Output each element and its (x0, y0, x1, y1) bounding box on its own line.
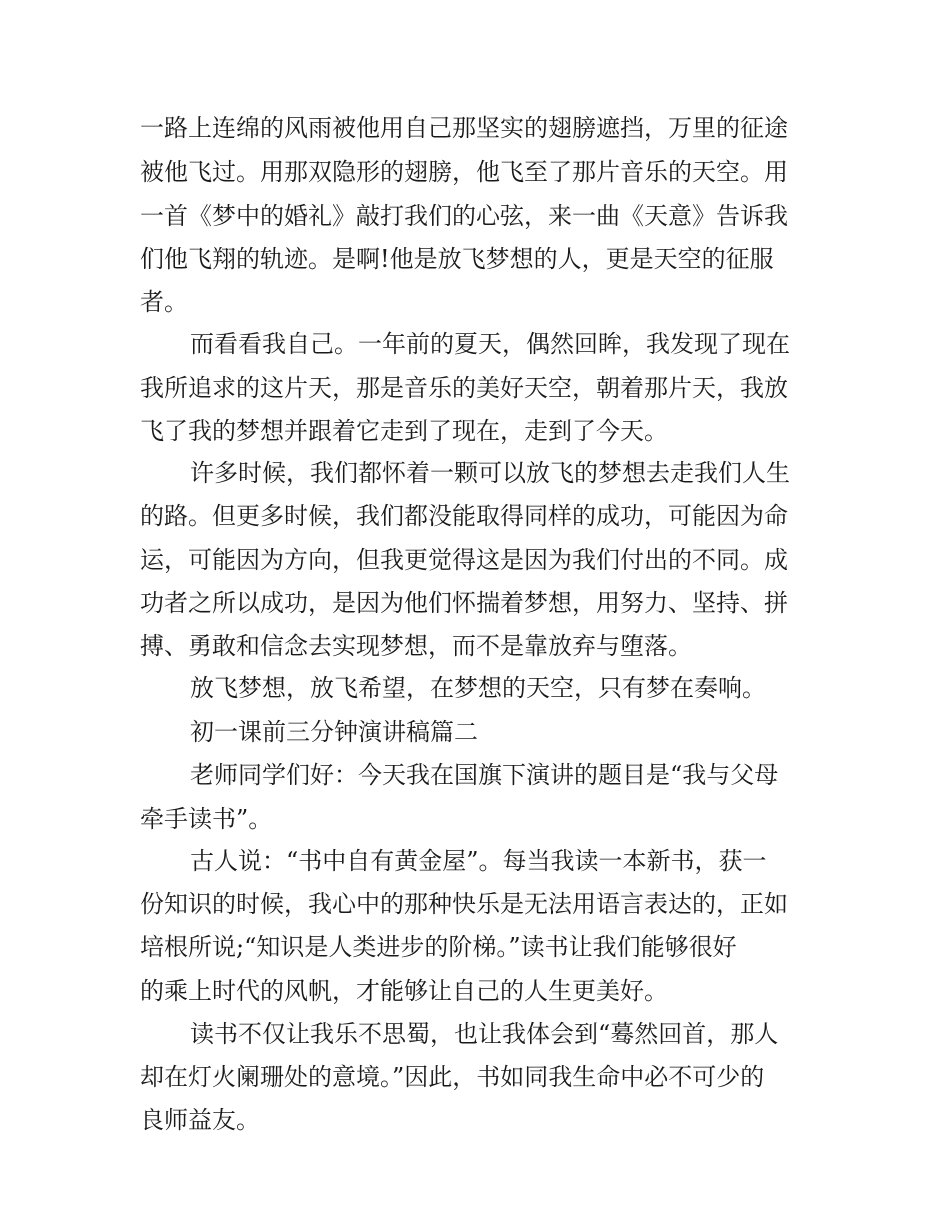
text-line: 们他飞翔的轨迹。是啊!他是放飞梦想的人，更是天空的征服 (140, 245, 774, 273)
text-line: 良师益友。 (140, 1106, 260, 1134)
text-line: 古人说：“书中自有黄金屋”。每当我读一本新书，获一 (190, 847, 767, 875)
text-line: 牵手读书”。 (140, 805, 273, 833)
text-line: 份知识的时候，我心中的那种快乐是无法用语言表达的，正如 (140, 890, 788, 918)
text-line: 放飞梦想，放飞希望，在梦想的天空，只有梦在奏响。 (190, 674, 766, 702)
text-line: 许多时候，我们都怀着一颗可以放飞的梦想去走我们人生 (190, 459, 790, 487)
text-line: 读书不仅让我乐不思蜀，也让我体会到“蓦然回首，那人 (190, 1020, 779, 1048)
text-line: 培根所说;“知识是人类进步的阶梯。”读书让我们能够很好 (140, 933, 737, 961)
text-line: 老师同学们好：今天我在国旗下演讲的题目是“我与父母 (190, 761, 779, 789)
section-heading: 初一课前三分钟演讲稿篇二 (190, 718, 478, 746)
text-line: 却在灯火阑珊处的意境。”因此，书如同我生命中必不可少的 (140, 1063, 765, 1091)
text-line: 我所追求的这片天，那是音乐的美好天空，朝着那片天，我放 (140, 374, 788, 402)
text-line: 被他飞过。用那双隐形的翅膀，他飞至了那片音乐的天空。用 (140, 158, 788, 186)
text-line: 一首《梦中的婚礼》敲打我们的心弦，来一曲《天意》告诉我 (140, 202, 788, 230)
text-line: 功者之所以成功，是因为他们怀揣着梦想，用努力、坚持、拼 (140, 589, 788, 617)
text-line: 搏、勇敢和信念去实现梦想，而不是靠放弃与堕落。 (140, 632, 692, 660)
text-line: 的乘上时代的风帆，才能够让自己的人生更美好。 (140, 977, 668, 1005)
text-line: 而看看我自己。一年前的夏天，偶然回眸，我发现了现在 (190, 330, 790, 358)
text-line: 飞了我的梦想并跟着它走到了现在，走到了今天。 (140, 417, 668, 445)
text-line: 的路。但更多时候，我们都没能取得同样的成功，可能因为命 (140, 502, 788, 530)
text-line: 一路上连绵的风雨被他用自己那坚实的翅膀遮挡，万里的征途 (140, 114, 788, 142)
text-line: 运，可能因为方向，但我更觉得这是因为我们付出的不同。成 (140, 546, 788, 574)
text-line: 者。 (140, 288, 188, 316)
